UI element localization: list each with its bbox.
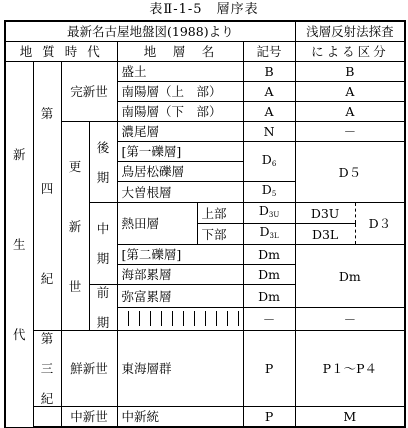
formation-dai2-gravel: [第二礫層] <box>117 245 243 265</box>
atsuta-lower-label: 下部 <box>197 224 243 245</box>
table-caption: 表Ⅱ-1-5 層序表 <box>149 2 259 17</box>
symbol-chuushin: P <box>243 407 295 428</box>
formation-nanyo-upper: 南陽層（上 部） <box>117 82 243 102</box>
formation-kaibu: 海部累層 <box>117 265 243 285</box>
header-symbol: 記号 <box>243 42 295 62</box>
unconformity-hatch <box>117 308 243 331</box>
subepoch-early: 前 期 <box>89 285 117 331</box>
formation-yatomi: 弥富累層 <box>117 285 243 308</box>
symbol-kaibu: Dm <box>243 265 295 285</box>
formation-toriimatsu: 鳥居松礫層 <box>117 162 243 182</box>
section-d3u: D3U <box>295 203 355 224</box>
period-tertiary: 第 三 紀 <box>33 331 61 407</box>
era-cenozoic: 新 生 代 <box>5 62 33 428</box>
header-classification: による区分 <box>295 42 405 62</box>
epoch-pliocene: 鮮新世 <box>61 331 117 407</box>
header-source-title: 最新名古屋地盤図(1988)より <box>5 21 295 42</box>
formation-dai1-gravel: [第一礫層] <box>117 142 243 162</box>
formation-toukai: 東海層群 <box>117 331 243 407</box>
symbol-toukai: P <box>243 331 295 407</box>
section-noubi: － <box>295 122 405 142</box>
section-p1-p4: P１～P４ <box>295 331 405 407</box>
symbol-d3u: $D_{3U}$ <box>243 203 295 224</box>
header-formation-name: 地 層 名 <box>117 42 243 62</box>
symbol-dai2: Dm <box>243 245 295 265</box>
header-geologic-age: 地 質 時 代 <box>5 42 117 62</box>
symbol-yatomi: Dm <box>243 285 295 308</box>
section-m: M <box>295 407 405 428</box>
symbol-d3l: $D_{3L}$ <box>243 224 295 245</box>
epoch-pleistocene: 更 新 世 <box>61 122 89 331</box>
formation-oozone: 大曽根層 <box>117 182 243 203</box>
symbol-moritsuchi: B <box>243 62 295 82</box>
section-dm: Dm <box>295 245 405 308</box>
section-d3: D３ <box>355 203 405 245</box>
symbol-d5: $D_5$ <box>243 182 295 203</box>
symbol-d6: $D_6$ <box>243 142 295 182</box>
section-nanyo-lower: A <box>295 102 405 122</box>
stratigraphy-table <box>4 20 406 428</box>
formation-nanyo-lower: 南陽層（下 部） <box>117 102 243 122</box>
section-nanyo-upper: A <box>295 82 405 102</box>
subepoch-late: 後 期 <box>89 122 117 203</box>
atsuta-upper-label: 上部 <box>197 203 243 224</box>
section-d3l: D3L <box>295 224 355 245</box>
subepoch-middle: 中 期 <box>89 203 117 285</box>
formation-noubi: 濃尾層 <box>117 122 243 142</box>
symbol-noubi: N <box>243 122 295 142</box>
formation-chuushin: 中新統 <box>117 407 243 428</box>
symbol-early-blank: － <box>243 308 295 331</box>
symbol-nanyo-upper: A <box>243 82 295 102</box>
epoch-miocene: 中新世 <box>61 407 117 428</box>
section-moritsuchi: B <box>295 62 405 82</box>
epoch-holocene: 完新世 <box>61 62 117 122</box>
section-early-blank: － <box>295 308 405 331</box>
formation-moritsuchi: 盛土 <box>117 62 243 82</box>
formation-atsuta: 熱田層 <box>117 203 197 245</box>
period-tertiary-lower <box>33 407 61 428</box>
header-survey-title: 浅層反射法探査 <box>295 21 405 42</box>
period-quaternary: 第 四 紀 <box>33 62 61 331</box>
section-d5: D５ <box>295 142 405 203</box>
symbol-nanyo-lower: A <box>243 102 295 122</box>
